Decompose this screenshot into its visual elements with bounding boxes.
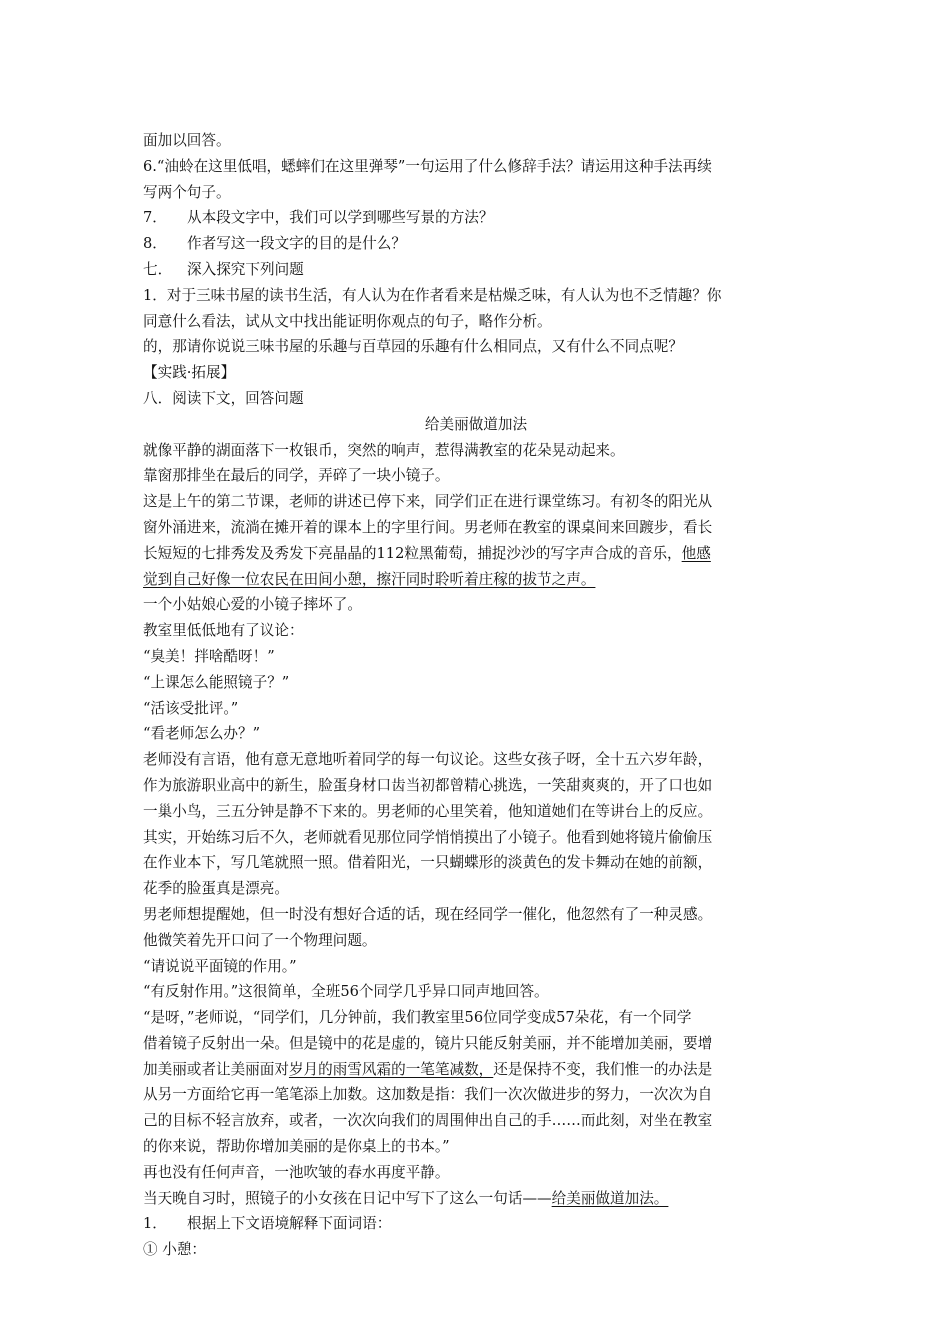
text-line: 的，那请你说说三味书屋的乐趣与百草园的乐趣有什么相同点，又有什么不同点呢？ — [143, 338, 683, 356]
paragraph-line — [143, 567, 809, 593]
paragraph-line: 在作业本下，写几笔就照一照。借着阳光，一只蝴蝶形的淡黄色的发卡舞动在她的前额， — [143, 854, 713, 872]
underlined-phrase: 觉到自己好像一位农民在田间小憩，擦汗同时聆听着庄稼的拔节之声。 — [143, 570, 596, 588]
section-7-heading — [143, 257, 809, 283]
paragraph-line: 教室里低低地有了议论： — [143, 622, 304, 640]
paragraph-line: 己的目标不轻言放弃，或者，一次次向我们的周围伸出自己的手……而此刻，对坐在教室 — [143, 1112, 713, 1130]
underlined-phrase: 他感 — [681, 544, 711, 562]
dialogue-line: “上课怎么能照镜子？” — [143, 673, 290, 691]
paragraph-line: 靠窗那排坐在最后的同学，弄碎了一块小镜子。 — [143, 467, 450, 485]
paragraph-line — [143, 541, 809, 567]
question-1: 1．对于三味书屋的读书生活，有人认为在作者看来是枯燥乏味，有人认为也不乏情趣？你 — [143, 286, 722, 304]
dialogue-line: “请说说平面镜的作用。” — [143, 957, 297, 975]
text-segment: 还是保持不变，我们惟一的办法是 — [493, 1060, 713, 1078]
text-line: 写两个句子。 — [143, 183, 231, 201]
paragraph-line: 就像平静的湖面落下一枚银币，突然的响声，惹得满教室的花朵晃动起来。 — [143, 441, 625, 459]
text-segment: 当天晚自习时，照镜子的小女孩在日记中写下了这么一句话—— — [143, 1189, 552, 1207]
question-number: 1． — [143, 1215, 167, 1233]
section-title: 深入探究下列问题 — [187, 260, 304, 278]
section-8-heading: 八．阅读下文，回答问题 — [143, 389, 304, 407]
question-number: 8． — [143, 235, 167, 253]
dialogue-line: “臭美！拌啥酷呀！” — [143, 647, 275, 665]
paragraph-line: 花季的脸蛋真是漂亮。 — [143, 880, 289, 898]
paragraph-line: 男老师想提醒她，但一时没有想好合适的话，现在经同学一催化，他忽然有了一种灵感。 — [143, 905, 713, 923]
text-line: 同意什么看法，试从文中找出能证明你观点的句子，略作分析。 — [143, 312, 552, 330]
text-segment: 加美丽或者让美丽面对 — [143, 1060, 289, 1078]
question-1-vocab — [143, 1211, 809, 1237]
text-line: 面加以回答。 — [143, 132, 231, 149]
underlined-phrase: 给美丽做道加法。 — [551, 1189, 669, 1207]
sub-question: ① 小憩： — [143, 1241, 207, 1259]
text-segment: 长短短的七排秀发及秀发下亮晶晶的112粒黑葡萄，捕捉沙沙的写字声合成的音乐， — [143, 544, 682, 562]
dialogue-line: “有反射作用。”这很简单，全班56个同学几乎异口同声地回答。 — [143, 983, 549, 1001]
paragraph-line: 的你来说，帮助你增加美丽的是你桌上的书本。” — [143, 1138, 450, 1156]
section-number: 七． — [143, 260, 173, 278]
document-page — [143, 128, 809, 1263]
section-heading-practice: 【实践·拓展】 — [143, 364, 236, 382]
paragraph-line: 窗外涌进来，流淌在摊开着的课本上的字里行间。男老师在教室的课桌间来回踱步，看长 — [143, 518, 713, 536]
paragraph-line — [143, 1057, 809, 1083]
question-7 — [143, 205, 809, 231]
paragraph-line: 他微笑着先开口问了一个物理问题。 — [143, 931, 377, 949]
question-6: 6.“油蛉在这里低唱，蟋蟀们在这里弹琴”一句运用了什么修辞手法？请运用这种手法再续 — [143, 157, 712, 175]
question-number: 7． — [143, 209, 167, 227]
paragraph-line: 一巢小鸟，三五分钟是静不下来的。男老师的心里笑着，他知道她们在等讲台上的反应。 — [143, 802, 713, 820]
underlined-phrase: 岁月的雨雪风霜的一笔笔减数， — [288, 1060, 494, 1078]
article-title: 给美丽做道加法 — [424, 415, 528, 433]
paragraph-line: 借着镜子反射出一朵。但是镜中的花是虚的，镜片只能反射美丽，并不能增加美丽，要增 — [143, 1034, 713, 1052]
paragraph-line: 这是上午的第二节课，老师的讲述已停下来，同学们正在进行课堂练习。有初冬的阳光从 — [143, 493, 713, 511]
paragraph-line: 其实，开始练习后不久，老师就看见那位同学悄悄摸出了小镜子。他看到她将镜片偷偷压 — [143, 828, 713, 846]
paragraph-line: 作为旅游职业高中的新生，脸蛋身材口齿当初都曾精心挑选，一笑甜爽爽的，开了口也如 — [143, 776, 713, 794]
question-8 — [143, 231, 809, 257]
paragraph-line: 老师没有言语，他有意无意地听着同学的每一句议论。这些女孩子呀，全十五六岁年龄， — [143, 751, 713, 769]
question-text: 作者写这一段文字的目的是什么？ — [187, 235, 406, 253]
question-text: 根据上下文语境解释下面词语： — [187, 1215, 392, 1233]
paragraph-line — [143, 1186, 809, 1212]
paragraph-line: 从另一方面给它再一笔笔添上加数。这加数是指：我们一次次做进步的努力，一次次为自 — [143, 1086, 713, 1104]
paragraph-line: “是呀，”老师说，“同学们，几分钟前，我们教室里56位同学变成57朵花，有一个同学 — [143, 1009, 692, 1027]
paragraph-line: 一个小姑娘心爱的小镜子摔坏了。 — [143, 596, 362, 614]
dialogue-line: “活该受批评。” — [143, 699, 239, 717]
question-text: 从本段文字中，我们可以学到哪些写景的方法？ — [187, 209, 494, 227]
paragraph-line: 再也没有任何声音，一池吹皱的春水再度平静。 — [143, 1163, 450, 1181]
dialogue-line: “看老师怎么办？” — [143, 725, 261, 743]
